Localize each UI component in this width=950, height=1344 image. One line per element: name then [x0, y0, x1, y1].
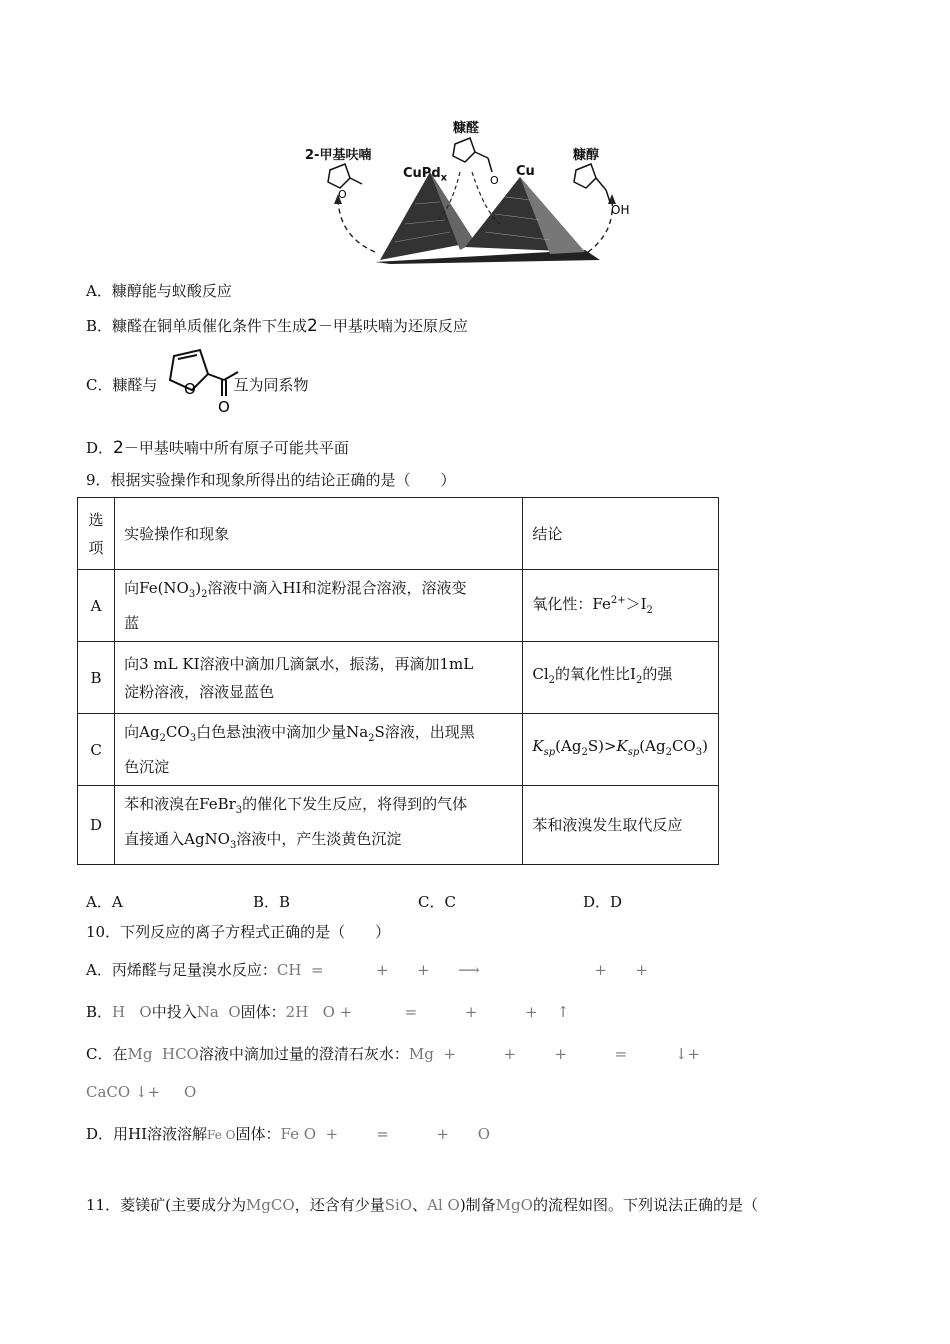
label-methylfuran: 2-甲基呋喃 [305, 148, 372, 163]
header-conclusion: 结论 [523, 498, 719, 570]
q10-stem: 10．下列反应的离子方程式正确的是（ ） [86, 923, 391, 941]
header-operation: 实验操作和现象 [115, 498, 523, 570]
label-cu: Cu [516, 164, 535, 179]
label-furfural: 糠醛 [453, 121, 480, 136]
table-row: C 向$Ag_2CO_3$白色悬浊液中滴加少量$Na_2S$溶液，出现黑 色沉淀 $K_{sp}(Ag_2S)>K_{sp}(Ag_2CO_3)$ [78, 714, 719, 786]
catalysis-diagram [300, 112, 650, 272]
label-cupd: CuPd$_x$ [403, 166, 448, 184]
q10-option-a: A．丙烯醛与足量溴水反应：CH = + + ⟶ + + [86, 961, 663, 979]
header-option: 选 项 [78, 498, 115, 570]
table-row: B 向3 mL KI溶液中滴加几滴氯水，振荡，再滴加1mL 淀粉溶液，溶液显蓝色 $Cl_2$的氧化性比$I_2$的强 [78, 642, 719, 714]
label-furfuryl-alcohol: 糠醇 [573, 148, 600, 163]
q11-stem: 11．菱镁矿(主要成分为MgCO，还含有少量SiO、Al O)制备MgO的流程如图。下列说法正确的是（ [86, 1196, 758, 1214]
svg-text:O: O [338, 188, 347, 201]
svg-text:O: O [490, 174, 499, 187]
furfural-ring [453, 138, 475, 162]
q8-option-c: C．糠醛与 互为同系物 [86, 376, 309, 394]
q10-option-b: B．H O中投入Na O固体：2H O + = + + ↑ [86, 1003, 570, 1021]
experiment-table [77, 497, 719, 865]
catalysis-figure [300, 112, 650, 272]
svg-text:O: O [184, 380, 196, 398]
q9-stem: 9．根据实验操作和现象所得出的结论正确的是（ ） [86, 471, 456, 489]
q10-option-c: C．在Mg HCO溶液中滴加过量的澄清石灰水：Mg + + + = ↓+ [86, 1045, 700, 1063]
table-row: D 苯和液溴在FeBr$_3$的催化下发生反应，将得到的气体 直接通入AgNO$_3$溶液中，产生淡黄色沉淀 苯和液溴发生取代反应 [78, 786, 719, 865]
svg-text:OH: OH [611, 203, 630, 217]
svg-text:O: O [218, 398, 230, 416]
q9-answer-c: C．C [418, 893, 456, 911]
furfuryl-alcohol-ring [574, 164, 596, 188]
q8-option-d: D．2－甲基呋喃中所有原子可能共平面 [86, 438, 349, 458]
acetylfuran-structure [164, 344, 240, 416]
methylfuran-ring [328, 164, 350, 188]
q9-answer-b: B．B [253, 893, 291, 911]
table-header-row [78, 498, 719, 570]
arrow-to-furfuryl-alcohol [588, 200, 612, 252]
q8-option-a: A．糠醇能与蚁酸反应 [86, 282, 232, 300]
q10-option-d: D．用HI溶液溶解Fe O固体：Fe O + = + O [86, 1125, 491, 1143]
q8-option-b: B．糠醛在铜单质催化条件下生成2－甲基呋喃为还原反应 [86, 316, 468, 336]
arrow-to-methylfuran [338, 200, 375, 252]
table-row: A 向$Fe(NO_3)_2$溶液中滴入HI和淀粉混合溶液，溶液变 蓝 氧化性：$Fe^{2+}>I_2$ [78, 570, 719, 642]
q9-answer-d: D．D [583, 893, 623, 911]
q10-option-c-line2: CaCO ↓+ O [86, 1083, 197, 1101]
q9-answer-a: A．A [86, 893, 123, 911]
